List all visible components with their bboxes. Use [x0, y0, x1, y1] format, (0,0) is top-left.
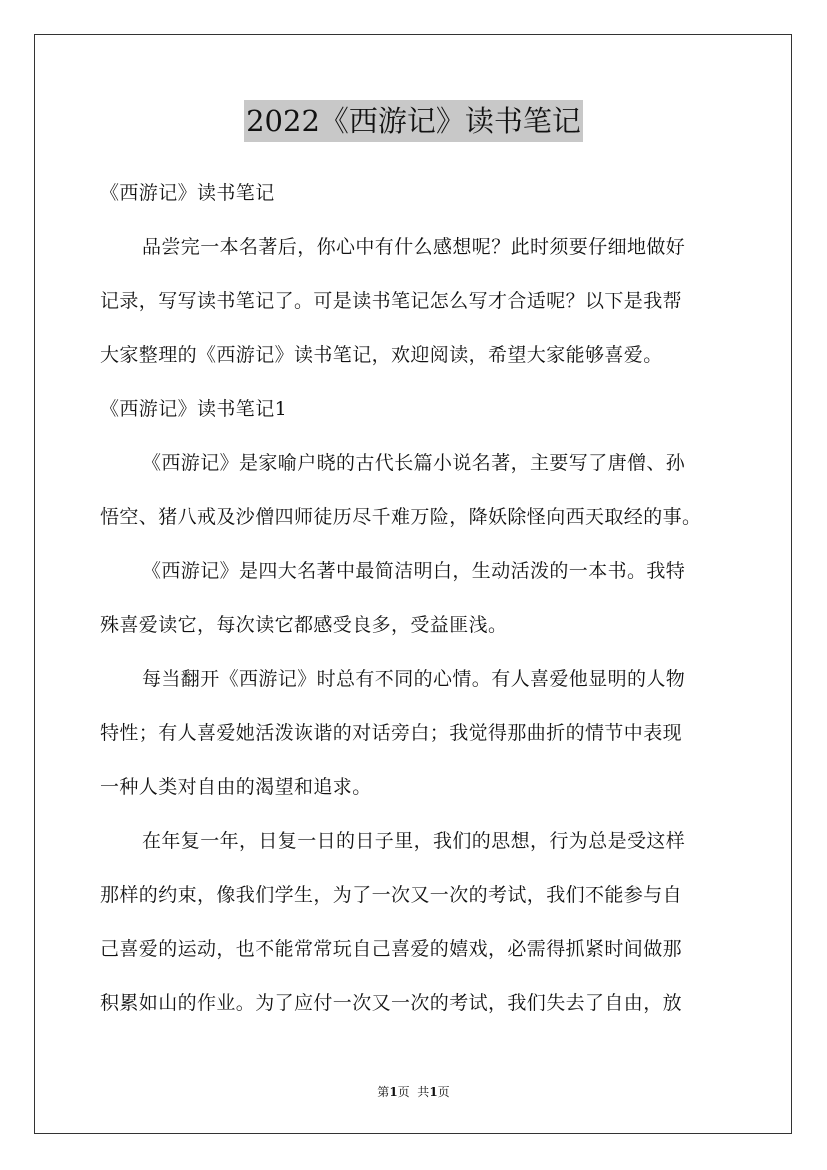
- paragraph-line: 《西游记》是家喻户晓的古代长篇小说名著，主要写了唐僧、孙: [142, 452, 686, 474]
- paragraph-line: 特性；有人喜爱她活泼诙谐的对话旁白；我觉得那曲折的情节中表现: [100, 722, 683, 744]
- page-footer: [0, 1084, 827, 1100]
- paragraph-line: 《西游记》是四大名著中最简洁明白，生动活泼的一本书。我特: [142, 560, 686, 582]
- paragraph-line: 大家整理的《西游记》读书笔记，欢迎阅读，希望大家能够喜爱。: [100, 344, 663, 366]
- section-heading: 《西游记》读书笔记: [100, 182, 275, 204]
- paragraph-line: 己喜爱的运动，也不能常常玩自己喜爱的嬉戏，必需得抓紧时间做那: [100, 938, 683, 960]
- page-label-prefix: 第: [377, 1085, 390, 1099]
- page-current: 1: [389, 1085, 398, 1099]
- paragraph-line: 悟空、猪八戒及沙僧四师徒历尽千难万险，降妖除怪向西天取经的事。: [100, 506, 702, 528]
- document-title: 2022《西游记》读书笔记: [244, 100, 583, 142]
- page-total: 1: [429, 1085, 438, 1099]
- paragraph-line: 记录，写写读书笔记了。可是读书笔记怎么写才合适呢？以下是我帮: [100, 290, 683, 312]
- paragraph-line: 品尝完一本名著后，你心中有什么感想呢？此时须要仔细地做好: [142, 236, 686, 258]
- paragraph-line: 每当翻开《西游记》时总有不同的心情。有人喜爱他显明的人物: [142, 668, 686, 690]
- paragraph-line: 一种人类对自由的渴望和追求。: [100, 776, 372, 798]
- paragraph-line: 殊喜爱读它，每次读它都感受良多，受益匪浅。: [100, 614, 508, 636]
- paragraph-line: 那样的约束，像我们学生，为了一次又一次的考试，我们不能参与自: [100, 884, 683, 906]
- page-label-mid: 页 共: [397, 1085, 430, 1099]
- page-label-suffix: 页: [437, 1085, 450, 1099]
- sub-heading: 《西游记》读书笔记1: [100, 398, 288, 420]
- paragraph-line: 在年复一年，日复一日的日子里，我们的思想，行为总是受这样: [142, 830, 686, 852]
- title-wrap: [0, 100, 827, 142]
- paragraph-line: 积累如山的作业。为了应付一次又一次的考试，我们失去了自由，放: [100, 992, 683, 1014]
